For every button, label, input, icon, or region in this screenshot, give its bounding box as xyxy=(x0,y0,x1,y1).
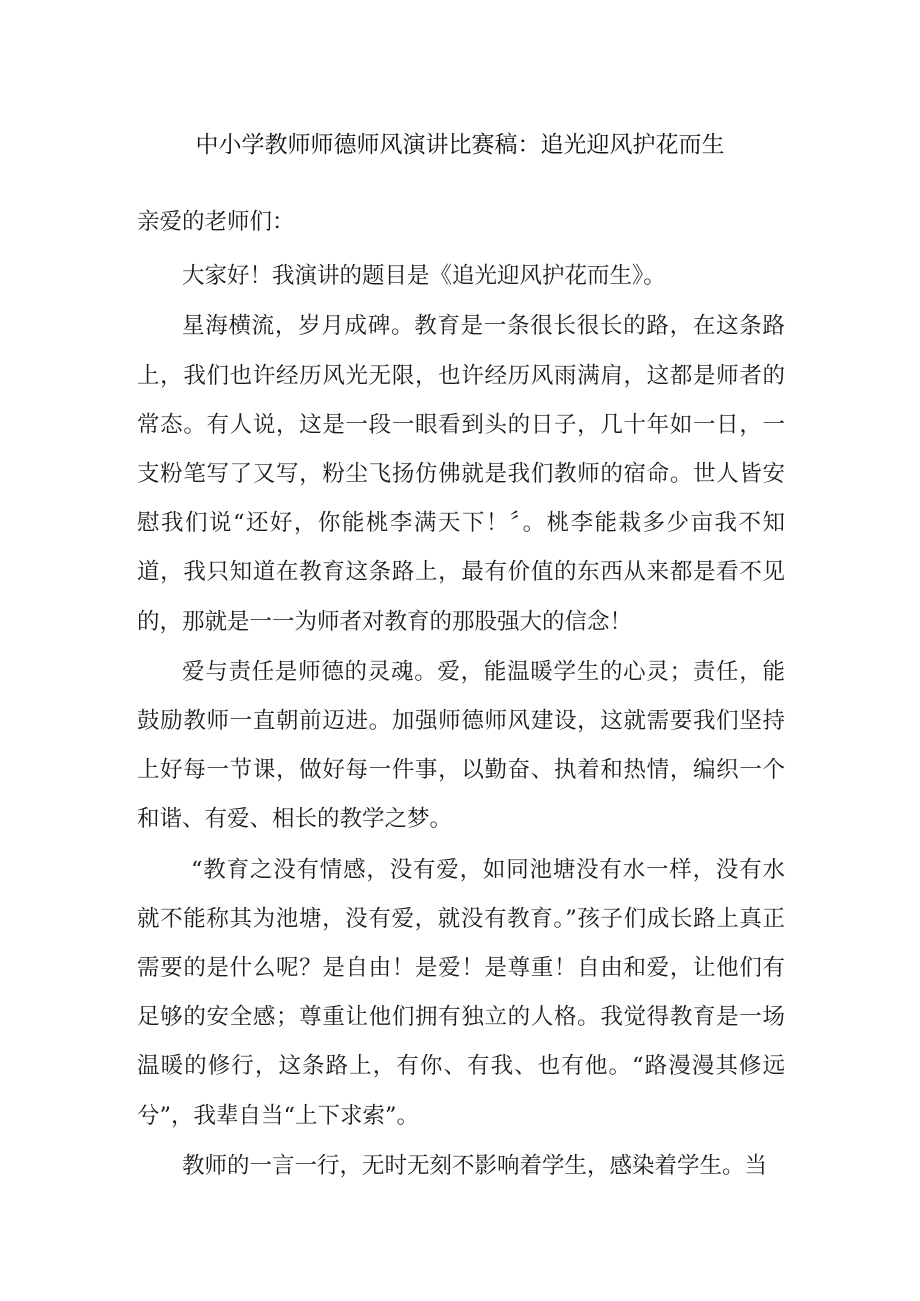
paragraph-greeting: 大家好！我演讲的题目是《追光迎风护花而生》。 xyxy=(182,263,666,290)
document-title: 中小学教师师德师风演讲比赛稿：追光迎风护花而生 xyxy=(195,132,725,158)
paragraph-love-responsibility: 爱与责任是师德的灵魂。爱，能温暖学生的心灵；责任，能鼓励教师一直朝前迈进。加强师德师风建设，这就需要我们坚持上好每一节课，做好每一件事，以勤奋、执着和热情，编织一个和谐、有爱、相长的教学之梦。 xyxy=(137,658,785,833)
paragraph-teacher-influence: 教师的一言一行，无时无刻不影响着学生，感染着学生。当 xyxy=(182,1152,768,1179)
document-body xyxy=(137,198,785,1192)
salutation: 亲爱的老师们： xyxy=(137,209,295,235)
paragraph-quote: “教育之没有情感，没有爱，如同池塘没有水一样，没有水就不能称其为池塘，没有爱，就没有教育。”孩子们成长路上真正需要的是什么呢？是自由！是爱！是尊重！自由和爱，让他们有足够的安全感；尊重让他们拥有独立的人格。我觉得教育是一场温暖的修行，这条路上，有你、有我、也有他。“路漫漫其修远兮”，我辈自当“上下求索”。 xyxy=(137,856,785,1129)
paragraph-long-road: 星海横流，岁月成碑。教育是一条很长很长的路，在这条路上，我们也许经历风光无限，也许经历风雨满肩，这都是师者的常态。有人说，这是一段一眼看到头的日子，几十年如一日，一支粉笔写了又写，粉尘飞扬仿佛就是我们教师的宿命。世人皆安慰我们说“还好，你能桃李满天下！〞。桃李能栽多少亩我不知道，我只知道在教育这条路上，最有价值的东西从来都是看不见的，那就是一一为师者对教育的那股强大的信念！ xyxy=(137,313,785,635)
